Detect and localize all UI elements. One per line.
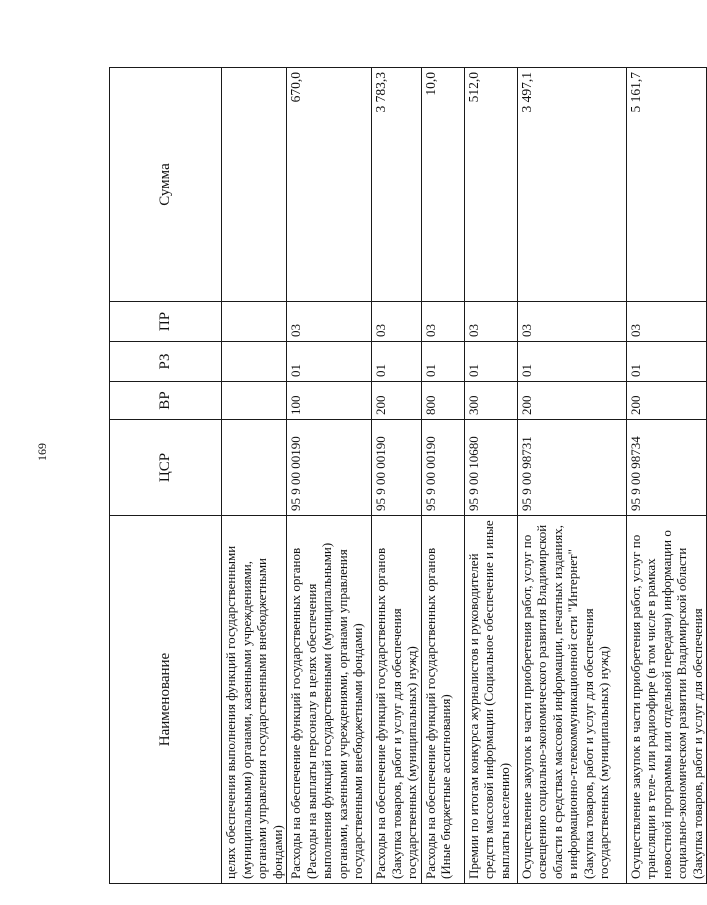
cell-name: Расходы на обеспечение функций государственных органов (Расходы на выплаты персоналу в целях обеспечения выполнения функций государственными (муниципальными) органами, казенными учреждениями, органами управления государственными внебюджетными фондами) [287, 516, 372, 884]
cell-name: Осуществление закупок в части приобретения работ, услуг по трансляции в теле- или радиоэфире (в том числе в рамках новостной программы или отдельной передачи) информации о социально-экономическом развитии Владимирской области (Закупка товаров, работ и услуг для обеспечения [626, 516, 707, 884]
cell-sum [222, 68, 287, 302]
cell-name: целях обеспечения выполнения функций государственными (муниципальными) органами, казенными учреждениями, органами управления государственными внебюджетными фондами) [222, 516, 287, 884]
cell-rz: 01 [464, 342, 517, 382]
cell-pr: 03 [626, 302, 707, 342]
table-row [222, 68, 287, 884]
header-rz: РЗ [110, 342, 222, 382]
table-row [372, 68, 422, 884]
cell-vr: 300 [464, 382, 517, 420]
cell-name: Расходы на обеспечение функций государственных органов (Иные бюджетные ассигнования) [421, 516, 464, 884]
cell-vr: 100 [287, 382, 372, 420]
cell-sum: 512,0 [464, 68, 517, 302]
rotated-page-content [109, 68, 705, 884]
cell-rz: 01 [372, 342, 422, 382]
header-name: Наименование [110, 516, 222, 884]
cell-pr: 03 [517, 302, 626, 342]
cell-csr: 95 9 00 10680 [464, 420, 517, 516]
table-row [421, 68, 464, 884]
header-row [110, 68, 222, 884]
table-row [517, 68, 626, 884]
header-csr: ЦСР [110, 420, 222, 516]
cell-vr: 200 [626, 382, 707, 420]
cell-vr [222, 382, 287, 420]
cell-pr: 03 [421, 302, 464, 342]
cell-rz [222, 342, 287, 382]
cell-rz: 01 [287, 342, 372, 382]
cell-csr: 95 9 00 98734 [626, 420, 707, 516]
cell-csr: 95 9 00 00190 [372, 420, 422, 516]
cell-sum: 3 783,3 [372, 68, 422, 302]
cell-rz: 01 [517, 342, 626, 382]
budget-table [109, 67, 707, 884]
table-row [626, 68, 707, 884]
cell-pr: 03 [372, 302, 422, 342]
cell-pr [222, 302, 287, 342]
cell-pr: 03 [287, 302, 372, 342]
cell-vr: 200 [517, 382, 626, 420]
cell-vr: 800 [421, 382, 464, 420]
cell-name: Осуществление закупок в части приобретения работ, услуг по освещению социально-экономического развития Владимирской области в средствах массовой информации, печатных изданиях, в информационно-телекоммуникационной сети "Интернет" (Закупка товаров, работ и услуг для обеспечения государственных (муниципальных) нужд) [517, 516, 626, 884]
table-row [464, 68, 517, 884]
cell-csr: 95 9 00 98731 [517, 420, 626, 516]
cell-sum: 5 161,7 [626, 68, 707, 302]
cell-csr [222, 420, 287, 516]
cell-rz: 01 [626, 342, 707, 382]
cell-name: Премии по итогам конкурса журналистов и руководителей средств массовой информации (Социальное обеспечение и иные выплаты населению) [464, 516, 517, 884]
cell-sum: 10,0 [421, 68, 464, 302]
header-vr: ВР [110, 382, 222, 420]
cell-sum: 3 497,1 [517, 68, 626, 302]
cell-vr: 200 [372, 382, 422, 420]
cell-csr: 95 9 00 00190 [421, 420, 464, 516]
cell-pr: 03 [464, 302, 517, 342]
cell-sum: 670,0 [287, 68, 372, 302]
cell-csr: 95 9 00 00190 [287, 420, 372, 516]
header-pr: ПР [110, 302, 222, 342]
cell-rz: 01 [421, 342, 464, 382]
page-number: 169 [35, 443, 49, 461]
table-row [287, 68, 372, 884]
header-sum: Сумма [110, 68, 222, 302]
cell-name: Расходы на обеспечение функций государственных органов (Закупка товаров, работ и услуг для обеспечения государственных (муниципальных) нужд) [372, 516, 422, 884]
